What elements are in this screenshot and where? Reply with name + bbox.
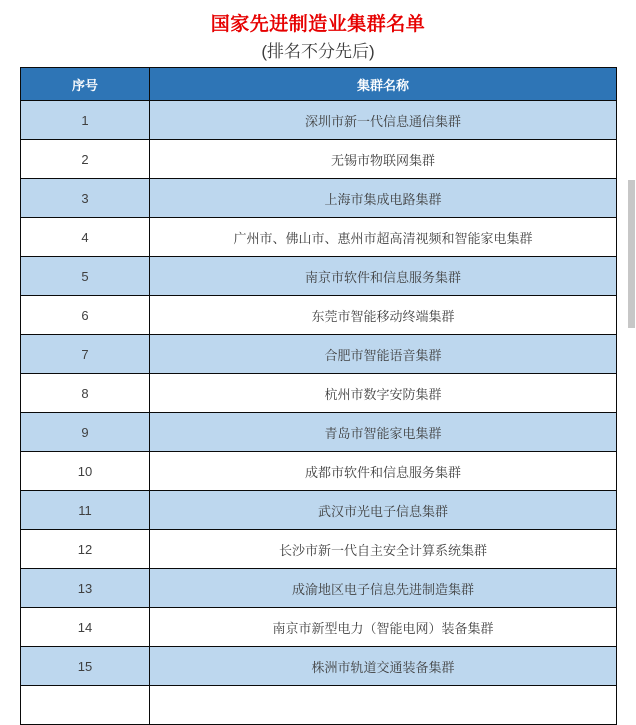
row-number-cell: 9 [21, 413, 150, 452]
table-row [21, 179, 617, 218]
table-row [21, 140, 617, 179]
table-row [21, 491, 617, 530]
row-number-cell: 7 [21, 335, 150, 374]
cluster-name-cell: 株洲市轨道交通装备集群 [150, 647, 617, 686]
table-row [21, 530, 617, 569]
row-number-cell: 2 [21, 140, 150, 179]
row-number-cell: 10 [21, 452, 150, 491]
table-body [21, 101, 617, 725]
table-row [21, 335, 617, 374]
table-row [21, 452, 617, 491]
page-subtitle: (排名不分先后) [261, 42, 375, 61]
cluster-name-cell: 深圳市新一代信息通信集群 [150, 101, 617, 140]
cluster-name-cell: 南京市新型电力（智能电网）装备集群 [150, 608, 617, 647]
row-number-cell: 12 [21, 530, 150, 569]
table-row [21, 101, 617, 140]
row-number-cell: 14 [21, 608, 150, 647]
cluster-name-cell: 上海市集成电路集群 [150, 179, 617, 218]
cluster-name-cell: 长沙市新一代自主安全计算系统集群 [150, 530, 617, 569]
cluster-name-cell: 东莞市智能移动终端集群 [150, 296, 617, 335]
row-number-cell: 4 [21, 218, 150, 257]
cluster-name-cell: 青岛市智能家电集群 [150, 413, 617, 452]
row-number-cell: 13 [21, 569, 150, 608]
page-title: 国家先进制造业集群名单 [210, 14, 426, 35]
cluster-name-cell: 武汉市光电子信息集群 [150, 491, 617, 530]
row-number-cell: 8 [21, 374, 150, 413]
table-row [21, 413, 617, 452]
column-header-no: 序号 [21, 68, 150, 101]
cluster-name-cell: 合肥市智能语音集群 [150, 335, 617, 374]
cluster-name-cell: 南京市软件和信息服务集群 [150, 257, 617, 296]
scrollbar-thumb[interactable] [628, 180, 635, 328]
table-row [21, 686, 617, 725]
table-row [21, 608, 617, 647]
table-row [21, 257, 617, 296]
table-row [21, 647, 617, 686]
table-row [21, 569, 617, 608]
row-number-cell [21, 686, 150, 725]
table-row [21, 218, 617, 257]
row-number-cell: 11 [21, 491, 150, 530]
cluster-name-cell: 成渝地区电子信息先进制造集群 [150, 569, 617, 608]
row-number-cell: 15 [21, 647, 150, 686]
cluster-name-cell: 成都市软件和信息服务集群 [150, 452, 617, 491]
row-number-cell: 1 [21, 101, 150, 140]
cluster-name-cell [150, 686, 617, 725]
row-number-cell: 6 [21, 296, 150, 335]
cluster-name-cell: 杭州市数字安防集群 [150, 374, 617, 413]
cluster-name-cell: 广州市、佛山市、惠州市超高清视频和智能家电集群 [150, 218, 617, 257]
table-row [21, 296, 617, 335]
row-number-cell: 5 [21, 257, 150, 296]
row-number-cell: 3 [21, 179, 150, 218]
table-row [21, 374, 617, 413]
table-header-row [21, 68, 617, 101]
cluster-name-cell: 无锡市物联网集群 [150, 140, 617, 179]
cluster-table [20, 67, 617, 725]
column-header-name: 集群名称 [150, 68, 617, 101]
